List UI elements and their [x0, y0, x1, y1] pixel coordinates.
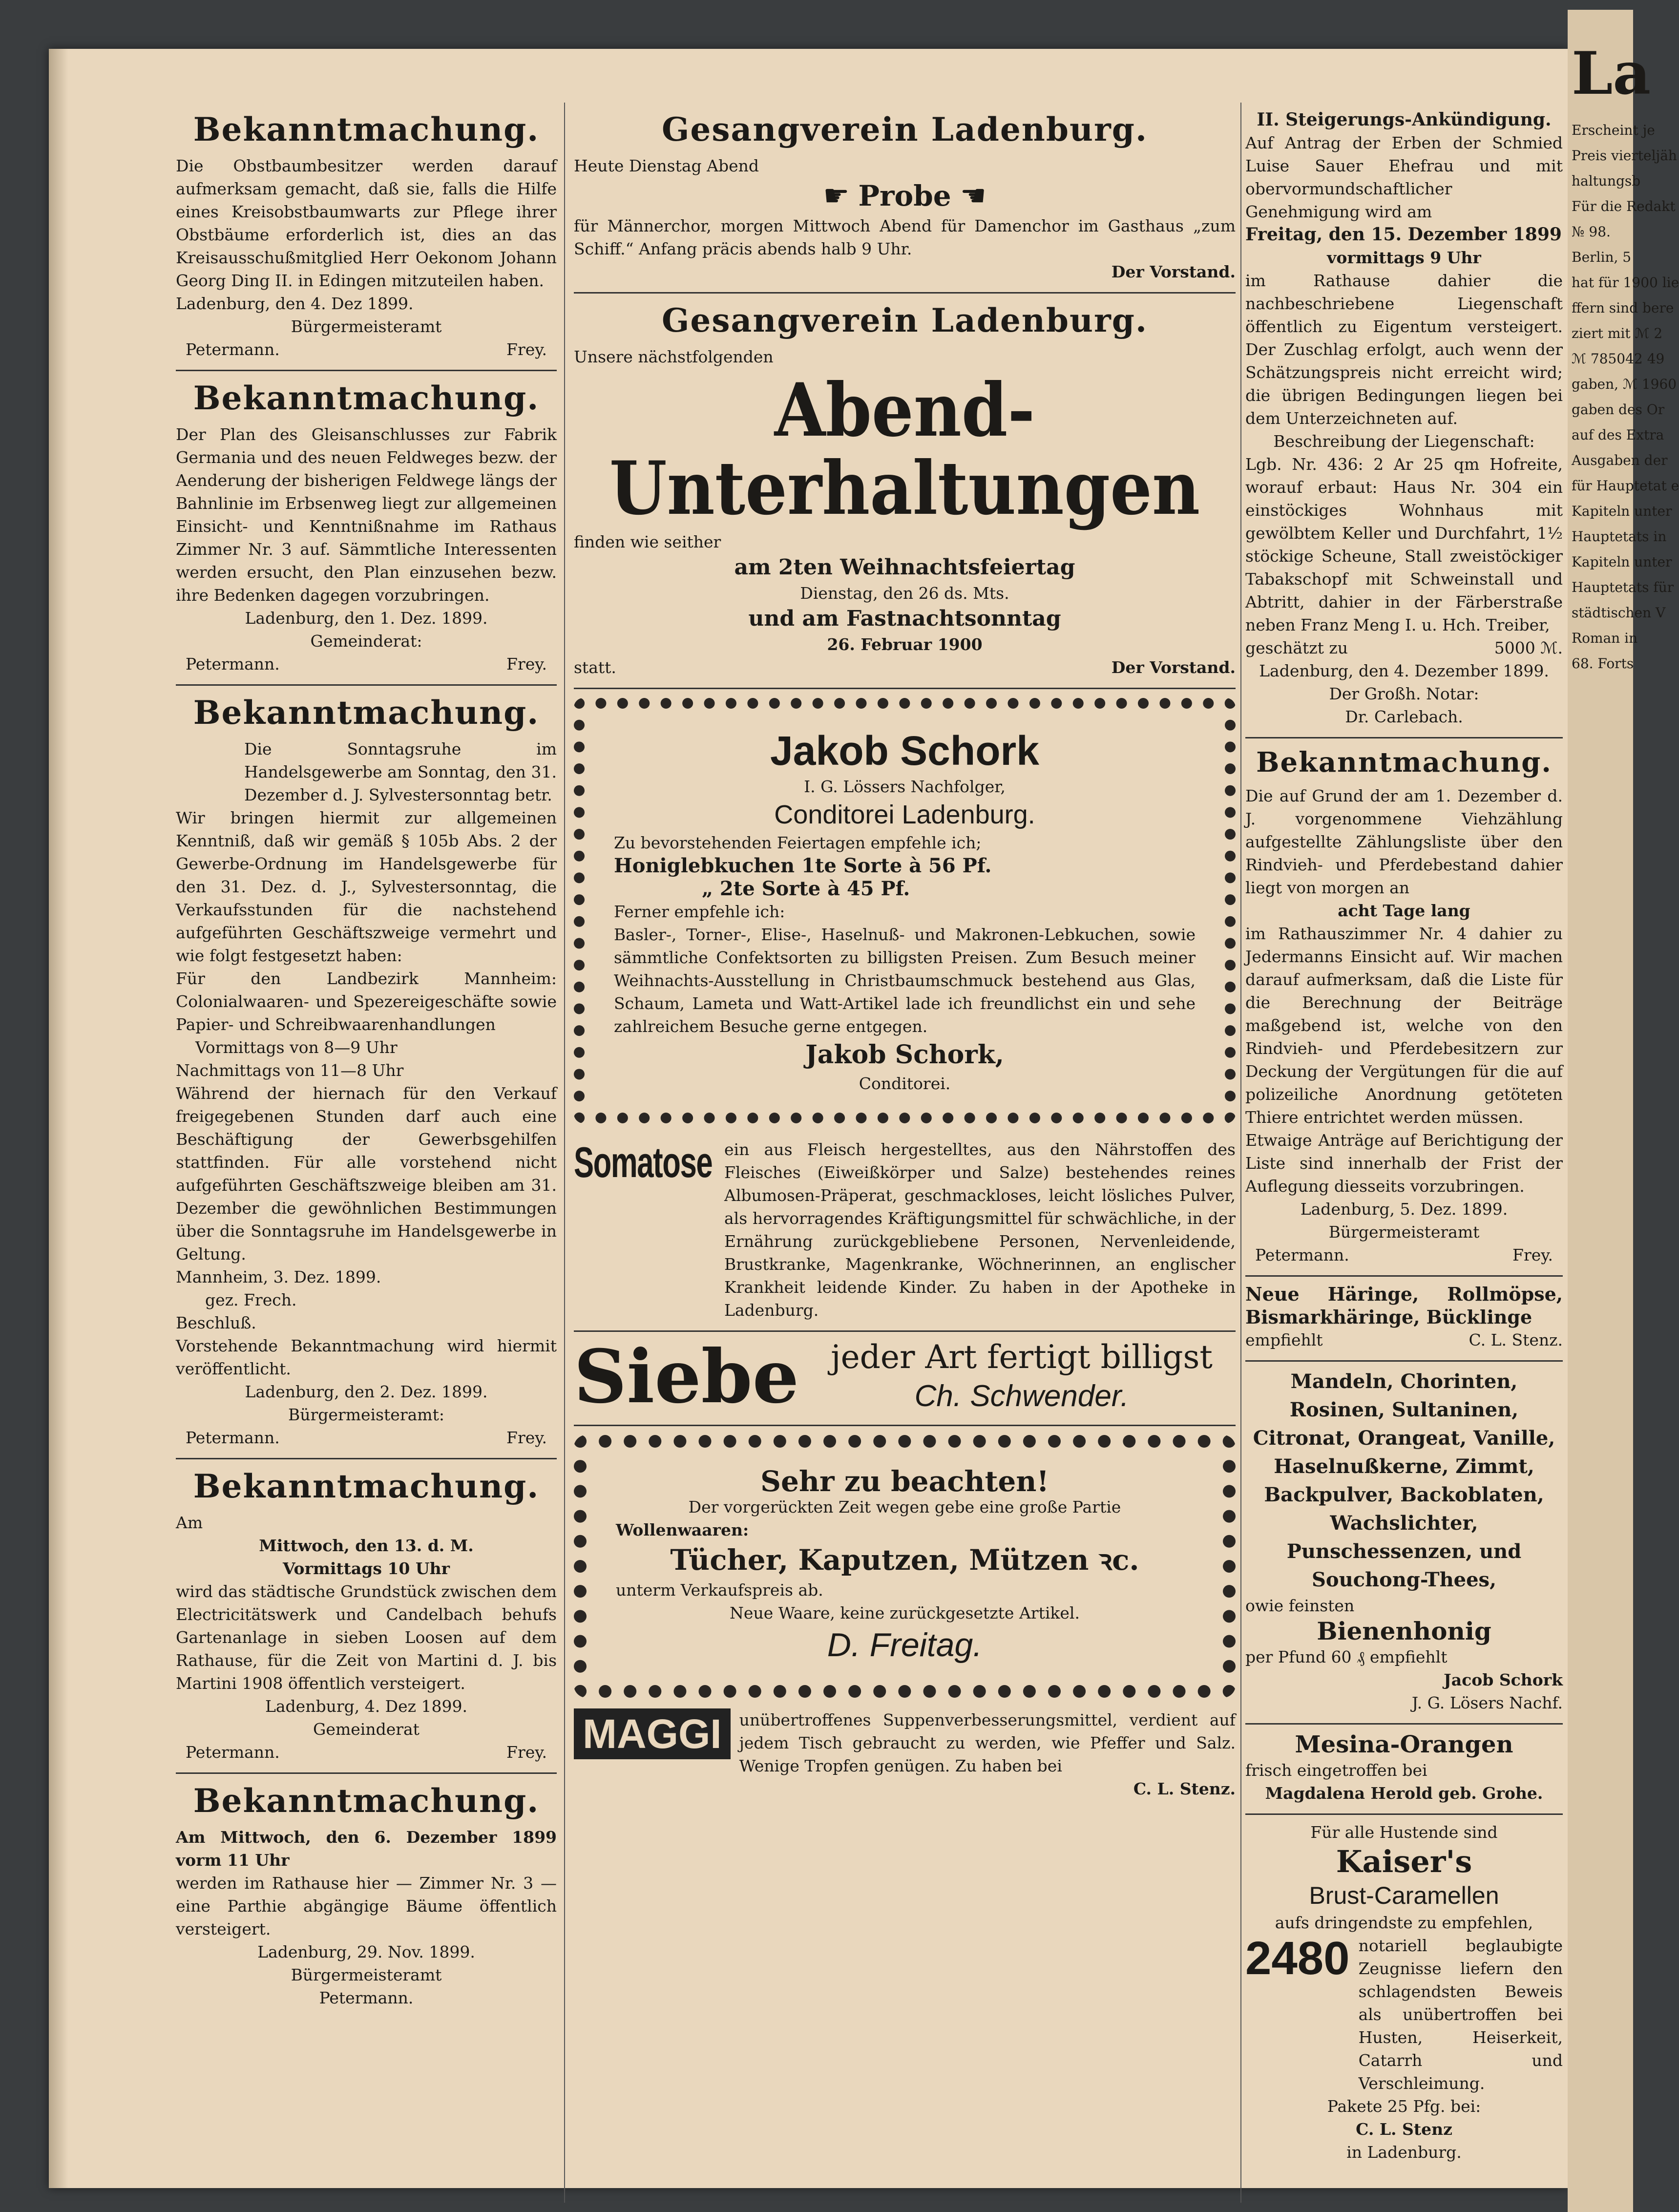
notice-office: Gemeinderat:	[310, 632, 422, 651]
ad-title: Gesangverein Ladenburg.	[662, 110, 1148, 148]
notice-text: wird das städtische Grundstück zwischen dem Electricitätswerk und Candelbach behufs Gartenanlage in sieben Loosen auf dem Rathause, für die Zeit von Martini d. J. bis Martini 1908 öffentlich versteigert.	[176, 1582, 557, 1693]
notice-subject: Die Sonntagsruhe im Handelsgewerbe am Sonntag, den 31. Dezember d. J. Sylvestersonntag betr.	[244, 739, 557, 804]
notice-title: Bekanntmachung.	[193, 694, 540, 732]
notice-when: Vormittags 10 Uhr	[282, 1559, 450, 1578]
ad-text: für Männerchor, morgen Mittwoch Abend für Damenchor im Gasthaus „zum Schiff.“ Anfang präcis abends halb 9 Uhr.	[574, 216, 1236, 258]
notice-office: Bürgermeisteramt	[291, 317, 442, 336]
right-column	[1245, 103, 1563, 2172]
notice-title: Bekanntmachung.	[193, 379, 540, 417]
ad-signature: Jakob Schork,	[805, 1040, 1004, 1070]
adjacent-page-line: für Hauptetat e	[1572, 478, 1679, 494]
signature: Frey.	[506, 340, 547, 359]
notice-title: II. Steigerungs-Ankündigung.	[1257, 109, 1552, 130]
notice-period: acht Tage lang	[1338, 901, 1470, 920]
ad-sub: empfiehlt	[1245, 1330, 1323, 1349]
ad-signature: Der Vorstand.	[1111, 262, 1236, 281]
value-amount: 5000 ℳ.	[1494, 638, 1563, 657]
ad-item: „ 2te Sorte à 45 Pf.	[702, 877, 910, 900]
notice-desc: Beschreibung der Liegenschaft:	[1273, 432, 1535, 451]
notice-text: im Rathause dahier die nachbeschriebene Liegenschaft öffentlich zu Eigentum versteigert. Der Zuschlag erfolgt, auch wenn der Schätzungspreis nicht erreicht wird; die übrigen Bedingungen liegen bei dem Unterzeichneten auf.	[1245, 271, 1563, 428]
ad-schork-confectionery	[574, 698, 1236, 1123]
ad-text: finden wie seither	[574, 532, 721, 551]
adjacent-page-line: gaben des Or	[1572, 401, 1665, 418]
notice-time: vormittags 9 Uhr	[1327, 248, 1481, 267]
ad-headline: Abend-Unterhaltungen	[609, 367, 1200, 531]
notice-office: Der Großh. Notar:	[1329, 684, 1479, 703]
ad-choir-evenings	[574, 294, 1236, 689]
column-rule	[564, 103, 565, 2203]
notice-date: Ladenburg, den 2. Dez. 1899.	[245, 1382, 488, 1401]
signature: Frey.	[1512, 1245, 1553, 1264]
center-column	[574, 103, 1236, 1809]
notice-office: Gemeinderat	[313, 1720, 420, 1739]
adjacent-page-line: Für die Redakt	[1572, 198, 1676, 214]
notice-text: Während der hiernach für den Verkauf freigegebenen Stunden darf auch eine Beschäftigung der Gewerbsgehilfen stattfinden. Für alle vorstehend nicht aufgeführten Geschäftszweige bleiben am 31. Dezember die gewöhnlichen Bestimmungen über die Sonntagsruhe im Handelsgewerbe in Geltung.	[176, 1084, 557, 1264]
adjacent-page-line: Berlin, 5	[1572, 249, 1632, 265]
signature: gez. Frech.	[205, 1290, 297, 1309]
adjacent-page-line: 68. Forts	[1572, 655, 1634, 672]
ad-signature: C. L. Stenz	[1356, 2120, 1452, 2139]
adjacent-page-line: ffern sind bere	[1572, 300, 1674, 316]
notice-hours: Vormittags von 8—9 Uhr	[195, 1038, 398, 1057]
ad-sub: Brust-Caramellen	[1309, 1882, 1499, 1909]
adjacent-page-line: städtischen V	[1572, 605, 1666, 621]
ad-signature: Der Vorstand.	[1111, 658, 1236, 677]
notice-date: Ladenburg, den 1. Dez. 1899.	[245, 609, 488, 628]
notice-livestock	[1245, 738, 1563, 1277]
signature: Petermann.	[186, 1743, 280, 1762]
ad-baking-goods	[1245, 1362, 1563, 1725]
adjacent-page-line: Preis vierteljäh	[1572, 147, 1677, 164]
adjacent-page-line: hat für 1900 lie	[1572, 274, 1679, 291]
ad-siebe	[574, 1332, 1236, 1426]
notice-text: Lgb. Nr. 436: 2 Ar 25 qm Hofreite, worauf erbaut: Haus Nr. 304 ein einstöckiges Wohnhaus mit gewölbtem Keller und Durchfahrt, 1½ stöckige Scheune, Stall zweistöckiger Tabakschopf mit Schweinstall und Abtritt, dahier in der Färberstraße neben Franz Meng I. u. Hch. Treiber,	[1245, 455, 1563, 634]
ad-items: Mandeln, Chorinten, Rosinen, Sultaninen, Citronat, Orangeat, Vanille, Haselnußkerne, Zimmt, Backpulver, Backoblaten, Wachslichter, Punschessenzen, und Souchong-Thees,	[1253, 1370, 1555, 1591]
signature: Petermann.	[186, 654, 280, 674]
notice-text: Wir bringen hiermit zur allgemeinen Kenntniß, daß wir gemäß § 105b Abs. 2 der Gewerbe-Ordnung im Handelsgewerbe für den 31. Dez. d. J., Sylvestersonntag, die Verkaufsstunden für die nachstehend aufgeführten Geschäftszweige vermehrt und wie folgt festgesetzt haben:	[176, 808, 557, 965]
ad-line: jeder Art fertigt billigst	[831, 1338, 1213, 1376]
notice-text: Am	[176, 1513, 203, 1532]
ad-title: Gesangverein Ladenburg.	[662, 301, 1148, 339]
notice-text: Vorstehende Bekanntmachung wird hiermit veröffentlicht.	[176, 1336, 557, 1378]
ad-text: ein aus Fleisch hergestelltes, aus den Nährstoffen des Fleisches (Eiweißkörper und Salze) bestehendes reines Albumosen-Präperat, geschmackloses, leicht lösliches Pulver, als hervorragendes Kräftigungsmittel für schwächliche, in der Ernährung zurückgebliebene Personen, Nervenleidende, Brustkranke, Magenkranke, Wöchnerinnen, an englischer Krankheit leidende Kinder. Zu haben in der Apotheke in Ladenburg.	[724, 1140, 1236, 1320]
notice-property-auction	[1245, 103, 1563, 738]
ad-signature: C. L. Stenz.	[1133, 1779, 1236, 1798]
ad-intro: Unsere nächstfolgenden	[574, 347, 774, 366]
maggi-logo: MAGGI	[574, 1708, 731, 1759]
ad-intro: Zu bevorstehenden Feiertagen empfehle ich;	[614, 833, 982, 852]
ad-text: unübertroffenes Suppenverbesserungsmittel, verdient auf jedem Tisch gebraucht zu werden, wie Pfeffer und Salz. Wenige Tropfen genügen. Zu haben bei	[739, 1710, 1236, 1775]
adjacent-page-line: Kapiteln unter	[1572, 554, 1672, 570]
notice-date: Ladenburg, den 4. Dez 1899.	[176, 294, 414, 313]
ad-signature: Magdalena Herold geb. Grohe.	[1265, 1784, 1543, 1803]
signatures	[1245, 1243, 1563, 1266]
adjacent-page-line: Ausgaben der	[1572, 452, 1668, 468]
probe-label: Probe	[858, 179, 951, 212]
notice-sunday-rest	[176, 686, 557, 1459]
notice-when: Mittwoch, den 13. d. M.	[259, 1536, 474, 1555]
notice-hours: Nachmittags von 11—8 Uhr	[176, 1061, 404, 1080]
notice-date: Ladenburg, den 4. Dezember 1899.	[1259, 661, 1549, 680]
adjacent-page-line: ℳ 785042 49	[1572, 351, 1665, 367]
ad-title: Mesina-Orangen	[1295, 1731, 1513, 1758]
testimonial-count: 2480	[1245, 1932, 1350, 1984]
signature: Frey.	[506, 1428, 547, 1447]
notice-date: Ladenburg, 29. Nov. 1899.	[257, 1942, 475, 1961]
ad-signature-sub: J. G. Lösers Nachf.	[1411, 1693, 1563, 1712]
ad-maggi	[574, 1706, 1236, 1809]
ad-text: frisch eingetroffen bei	[1245, 1761, 1427, 1780]
ad-items: Tücher, Kaputzen, Mützen ꝛc.	[670, 1543, 1139, 1577]
notice-title: Bekanntmachung.	[193, 1467, 540, 1505]
signatures	[176, 338, 557, 361]
ad-date-line: am 2ten Weihnachtsfeiertag	[734, 555, 1075, 580]
ad-item: Honiglebkuchen 1te Sorte à 56 Pf.	[614, 854, 992, 877]
ad-title: Sehr zu beachten!	[760, 1465, 1049, 1498]
notice-title: Bekanntmachung.	[193, 110, 540, 148]
adjacent-page-line: haltungsb	[1572, 173, 1641, 189]
notice-office: Bürgermeisteramt:	[288, 1405, 444, 1424]
ad-text: Wollenwaaren:	[616, 1520, 749, 1539]
ad-price: per Pfund 60 ₰ empfiehlt	[1245, 1647, 1448, 1666]
signature: Frey.	[506, 654, 547, 674]
probe-row	[574, 177, 1236, 214]
notice-title: Bekanntmachung.	[1256, 746, 1552, 779]
ad-footer	[574, 656, 1236, 679]
notice-office: Bürgermeisteramt	[1328, 1222, 1480, 1242]
ad-signature: C. L. Stenz.	[1469, 1330, 1563, 1349]
somatose-wordmark: Somatose	[574, 1138, 713, 1186]
notice-text: werden im Rathause hier — Zimmer Nr. 3 — eine Parthie abgängige Bäume öffentlich versteigert.	[176, 1874, 557, 1938]
notice-land-auction	[176, 1459, 557, 1774]
signatures	[176, 653, 557, 675]
signature: Petermann.	[1255, 1245, 1349, 1264]
signature: Dr. Carlebach.	[1345, 707, 1463, 726]
kaiser-row	[1245, 1934, 1563, 2095]
notice-tree-auction	[176, 1774, 557, 2018]
adjacent-page-line: gaben, ℳ 1960	[1572, 376, 1677, 392]
ad-title: Kaiser's	[1336, 1844, 1472, 1879]
adjacent-page-text	[1568, 118, 1679, 676]
notice-fruit-trees	[176, 103, 557, 371]
pointing-hand-icon: ☛	[960, 179, 986, 213]
ad-oranges	[1245, 1725, 1563, 1815]
ad-text: statt.	[574, 658, 616, 677]
notice-date: Mannheim, 3. Dez. 1899.	[176, 1267, 381, 1286]
notice-text: im Rathauszimmer Nr. 4 dahier zu Jedermanns Einsicht auf. Wir machen darauf aufmerksam, daß die Liste für die Berechnung der Beiträge maßgebend ist, welche von den Rindvieh- und Pferdebesitzern zur Deckung der Vergütungen für die auf polizeiliche Anordnung getöteten Thiere entrichtet werden müssen.	[1245, 924, 1563, 1127]
ad-freitag-wool	[574, 1435, 1236, 1698]
masthead-fragment: La	[1572, 39, 1651, 108]
ad-date-line: 26. Februar 1900	[827, 635, 983, 654]
ad-signature: Ch. Schwender.	[914, 1379, 1129, 1413]
ad-signature: D. Freitag.	[827, 1626, 983, 1664]
notice-title: Bekanntmachung.	[193, 1782, 540, 1820]
pointing-hand-icon: ☛	[823, 179, 850, 213]
left-column	[176, 103, 557, 2018]
ad-text: unterm Verkaufspreis ab.	[616, 1580, 823, 1600]
ad-choir-rehearsal	[574, 103, 1236, 294]
ad-items: Neue Häringe, Rollmöpse, Bismarkhäringe, Bücklinge	[1245, 1283, 1563, 1328]
notice-office: Bürgermeisteramt	[291, 1965, 442, 1984]
ad-title: Jakob Schork	[770, 728, 1039, 774]
ad-date-line: und am Fastnachtsonntag	[748, 606, 1061, 631]
maggi-row	[574, 1708, 1236, 1777]
adjacent-page-line: № 98.	[1572, 224, 1611, 240]
notice-text: Etwaige Anträge auf Berichtigung der Liste sind innerhalb der Frist der Auflegung diesseits vorzubringen.	[1245, 1131, 1563, 1196]
ad-footer	[1245, 1328, 1563, 1351]
newspaper-page	[49, 49, 1568, 2188]
signature: Petermann.	[319, 1988, 414, 2007]
ad-date-line: Dienstag, den 26 ds. Mts.	[800, 584, 1009, 603]
signatures	[176, 1741, 557, 1764]
adjacent-page-line: auf des Extra	[1572, 427, 1664, 443]
ad-place: in Ladenburg.	[1346, 2143, 1462, 2162]
notice-rail-plan	[176, 371, 557, 686]
siebe-wordmark: Siebe	[574, 1334, 799, 1420]
siebe-row	[574, 1334, 1236, 1420]
notice-text: Auf Antrag der Erben der Schmied Luise Sauer Ehefrau und mit obervormundschaftlicher Genehmigung wird am	[1245, 133, 1563, 221]
notice-date: Ladenburg, 5. Dez. 1899.	[1300, 1200, 1508, 1219]
ad-price: Pakete 25 Pfg. bei:	[1327, 2097, 1481, 2116]
ad-intro: Für alle Hustende sind	[1310, 1823, 1498, 1842]
signatures	[176, 1426, 557, 1449]
adjacent-page-strip	[1568, 10, 1679, 2212]
somatose-row	[574, 1138, 1236, 1322]
ad-line: Heute Dienstag Abend	[574, 156, 759, 175]
ad-sub: owie feinsten	[1245, 1596, 1355, 1615]
signature: Petermann.	[186, 340, 280, 359]
ad-text: Basler-, Torner-, Elise-, Haselnuß- und Makronen-Lebkuchen, sowie sämmtliche Confektsorten zu billigsten Preisen. Zum Besuch meiner Weihnachts-Ausstellung in Christbaumschmuck bestehend aus Glas, Schaum, Lameta und Watt-Artikel lade ich freundlichst ein und sehe zahlreichem Besuche gerne entgegen.	[614, 925, 1196, 1036]
ad-title: Bienenhonig	[1317, 1617, 1491, 1645]
adjacent-page-line: Hauptetats in	[1572, 528, 1667, 545]
notice-text: Für den Landbezirk Mannheim: Colonialwaaren- und Spezereigeschäfte sowie Papier- und Schreibwaarenhandlungen	[176, 969, 557, 1034]
ad-sub: Conditorei.	[859, 1074, 951, 1093]
column-rule	[1240, 103, 1241, 2203]
ad-herring	[1245, 1277, 1563, 1362]
adjacent-page-line: ziert mit ℳ 2	[1572, 325, 1663, 341]
siebe-text	[808, 1338, 1236, 1416]
ad-firm: Conditorei Ladenburg.	[774, 800, 1035, 829]
notice-text: Die Obstbaumbesitzer werden darauf aufmerksam gemacht, daß sie, falls die Hilfe eines Kreisobstbaumwarts zur Pflege ihrer Obstbäume erforderlich ist, dies an das Kreisausschußmitglied Herr Oekonom Johann Georg Ding II. in Edingen mitzuteilen haben.	[176, 156, 557, 290]
ad-text: notariell beglaubigte Zeugnisse liefern den schlagendsten Beweis als unübertroffen bei Husten, Heiserkeit, Catarrh und Verschleimung.	[1358, 1936, 1563, 2093]
ad-intro: Ferner empfehle ich:	[614, 902, 785, 921]
ad-somatose	[574, 1132, 1236, 1332]
ad-signature: Jacob Schork	[1444, 1670, 1563, 1689]
notice-date: Freitag, den 15. Dezember 1899	[1245, 224, 1562, 245]
signature: Frey.	[506, 1743, 547, 1762]
page-edge	[49, 49, 68, 2188]
ad-kaiser-caramels	[1245, 1815, 1563, 2172]
value-label: geschätzt zu	[1245, 638, 1348, 657]
ad-text: aufs dringendste zu empfehlen,	[1275, 1913, 1533, 1932]
adjacent-page-line: Kapiteln unter	[1572, 503, 1672, 519]
notice-text: Der Plan des Gleisanschlusses zur Fabrik Germania und des neuen Feldweges bezw. der Aenderung der bisherigen Feldwege längs der Bahnlinie im Erbsenweg liegt zur allgemeinen Einsicht- und Kenntnißnahme im Rathaus Zimmer Nr. 3 auf. Sämmtliche Interessenten werden ersucht, den Plan einzusehen bezw. ihre Bedenken dagegen vorzubringen.	[176, 425, 557, 605]
signature: Petermann.	[186, 1428, 280, 1447]
adjacent-page-line: Erscheint je	[1572, 122, 1655, 138]
ad-successor: I. G. Lössers Nachfolger,	[804, 777, 1006, 796]
notice-value	[1245, 636, 1563, 659]
notice-date: Ladenburg, 4. Dez 1899.	[265, 1697, 468, 1716]
ad-text: Neue Waare, keine zurückgesetzte Artikel.	[730, 1603, 1080, 1622]
ad-text: Der vorgerückten Zeit wegen gebe eine große Partie	[688, 1497, 1121, 1517]
notice-text: Die auf Grund der am 1. Dezember d. J. vorgenommene Viehzählung aufgestellte Zählungsliste über den Rindvieh- und Pferdebestand dahier liegt von morgen an	[1245, 786, 1563, 897]
adjacent-page-line: Hauptetats für	[1572, 579, 1674, 595]
notice-when: Am Mittwoch, den 6. Dezember 1899 vorm 11 Uhr	[176, 1828, 557, 1870]
notice-resolution: Beschluß.	[176, 1313, 256, 1332]
adjacent-page-line: Roman in	[1572, 630, 1638, 646]
